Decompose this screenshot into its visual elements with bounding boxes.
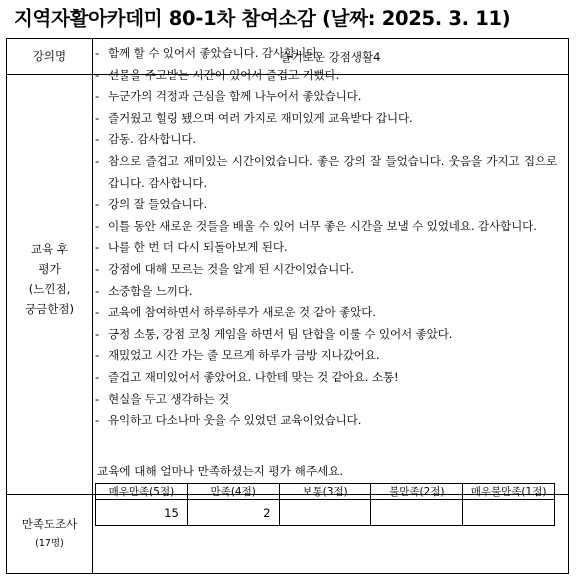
evaluation-label-line: 교육 후 bbox=[31, 242, 68, 256]
satisfaction-header: 매우만족(5점) bbox=[96, 484, 188, 500]
survey-count: (17명) bbox=[35, 538, 64, 549]
comment-item: - 선물을 주고받는 시간이 있어서 즐겁고 기뻤다. bbox=[95, 65, 557, 87]
survey-label bbox=[7, 514, 92, 554]
satisfaction-value-row bbox=[96, 500, 555, 526]
satisfaction-table bbox=[95, 483, 555, 526]
satisfaction-value bbox=[279, 500, 371, 526]
satisfaction-header: 보통(3점) bbox=[279, 484, 371, 500]
evaluation-label-line: 궁금한점) bbox=[25, 302, 74, 316]
comment-item: - 감동. 감사합니다. bbox=[95, 129, 557, 151]
comment-item: - 이틀 동안 새로운 것들을 배울 수 있어 너무 좋은 시간을 보낼 수 있었네요. 감사합니다. bbox=[95, 216, 557, 238]
comment-item: - 교육에 참여하면서 하루하루가 새로운 것 같아 좋았다. bbox=[95, 302, 557, 324]
evaluation-label-line: 평가 bbox=[38, 262, 61, 276]
comment-item: - 현실을 두고 생각하는 것 bbox=[95, 389, 557, 411]
course-name: 슬기로운 강점생활4 bbox=[280, 50, 381, 64]
survey-label-text: 만족도조사 bbox=[21, 517, 78, 531]
document-title: 지역자활아카데미 80-1차 참여소감 (날짜: 2025. 3. 11) bbox=[14, 7, 511, 30]
satisfaction-header: 만족(4점) bbox=[187, 484, 279, 500]
comment-item: - 즐겁고 재미있어서 좋았어요. 나한테 맞는 것 같아요. 소통! bbox=[95, 367, 557, 389]
comment-item: - 소중함을 느끼다. bbox=[95, 281, 557, 303]
column-divider bbox=[92, 39, 93, 573]
comment-item: - 유익하고 다소나마 웃을 수 있었던 교육이었습니다. bbox=[95, 410, 557, 432]
satisfaction-value bbox=[463, 500, 555, 526]
comment-item: - 나를 한 번 더 다시 되돌아보게 된다. bbox=[95, 237, 557, 259]
comment-item: - 즐거웠고 힐링 됐으며 여러 가지로 재미있게 교육받다 갑니다. bbox=[95, 108, 557, 130]
evaluation-label-line: (느낀점, bbox=[28, 282, 71, 296]
comment-list bbox=[95, 43, 557, 432]
evaluation-label bbox=[7, 239, 92, 319]
satisfaction-header: 매우불만족(1점) bbox=[463, 484, 555, 500]
comment-item: - 참으로 즐겁고 재미있는 시간이었습니다. 좋은 강의 잘 들었습니다. 웃음을 가지고 집으로 갑니다. 감사합니다. bbox=[95, 151, 557, 194]
satisfaction-header: 불만족(2점) bbox=[371, 484, 463, 500]
satisfaction-header-row bbox=[96, 484, 555, 500]
course-label: 강의명 bbox=[32, 49, 67, 63]
comment-item: - 재밌었고 시간 가는 줄 모르게 하루가 금방 지나갔어요. bbox=[95, 345, 557, 367]
comment-item: - 함께 할 수 있어서 좋았습니다. 감사합니다. bbox=[95, 43, 557, 65]
satisfaction-value bbox=[371, 500, 463, 526]
comment-item: - 강의 잘 들었습니다. bbox=[95, 194, 557, 216]
satisfaction-value: 15 bbox=[96, 500, 188, 526]
satisfaction-value: 2 bbox=[187, 500, 279, 526]
survey-question: 교육에 대해 얼마나 만족하셨는지 평가 해주세요. bbox=[97, 464, 344, 478]
comment-item: - 누군가의 걱정과 근심을 함께 나누어서 좋았습니다. bbox=[95, 86, 557, 108]
comment-item: - 강점에 대해 모르는 것을 알게 된 시간이었습니다. bbox=[95, 259, 557, 281]
comment-item: - 긍정 소통, 강점 코칭 게임을 하면서 팀 단합을 이룰 수 있어서 좋았다. bbox=[95, 324, 557, 346]
